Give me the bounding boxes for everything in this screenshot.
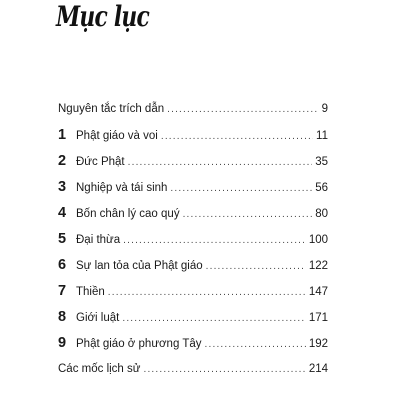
- toc-entry: [58, 304, 328, 330]
- toc-entry-number: 6: [58, 257, 67, 273]
- toc-entry-number: 9: [58, 335, 67, 351]
- toc-entry: [58, 278, 328, 304]
- toc-entry: [58, 252, 328, 278]
- toc-entry-label: Phật giáo ở phương Tây: [76, 338, 202, 350]
- page-title: Mục lục: [56, 0, 149, 33]
- toc-entry-number: 7: [58, 283, 67, 299]
- dot-leader: [143, 357, 305, 383]
- toc-entry: [58, 122, 328, 148]
- toc-entry: [58, 174, 328, 200]
- toc-entry: [58, 148, 328, 174]
- toc-entry-number: 2: [58, 153, 67, 169]
- toc-entry-label: Nguyên tắc trích dẫn: [58, 103, 165, 115]
- dot-leader: [167, 97, 318, 123]
- toc-entry: [58, 356, 328, 382]
- toc-entry-label: Thiền: [76, 286, 105, 298]
- toc-entry-label: Sự lan tỏa của Phật giáo: [76, 260, 203, 272]
- toc-entry-number: 1: [58, 127, 67, 143]
- toc-entry: [58, 200, 328, 226]
- toc-entry: [58, 330, 328, 356]
- dot-leader: [108, 280, 306, 306]
- toc-entry-page: 35: [315, 156, 328, 168]
- toc-entry: [58, 96, 328, 122]
- toc-entry-page: 100: [308, 234, 328, 246]
- toc-entry-number: 3: [58, 179, 67, 195]
- dot-leader: [183, 202, 313, 228]
- dot-leader: [128, 150, 313, 176]
- toc-entry-number: 4: [58, 205, 67, 221]
- toc-entry-page: 11: [316, 130, 328, 142]
- toc-entry: [58, 226, 328, 252]
- toc-entry-page: 80: [315, 208, 328, 220]
- toc-entry-label: Bốn chân lý cao quý: [76, 208, 180, 220]
- dot-leader: [123, 228, 306, 254]
- toc-entry-label: Các mốc lịch sử: [58, 363, 141, 375]
- toc-entry-label: Phật giáo và voi: [76, 130, 158, 142]
- dot-leader: [206, 254, 306, 280]
- toc-entry-label: Giới luật: [76, 312, 120, 324]
- toc-entry-page: 9: [321, 103, 328, 115]
- dot-leader: [122, 306, 305, 332]
- toc-entry-page: 214: [308, 363, 328, 375]
- toc-entry-page: 122: [308, 260, 328, 272]
- toc-entry-page: 147: [308, 286, 328, 298]
- toc-entry-label: Nghiệp và tái sinh: [76, 182, 168, 194]
- toc-entry-page: 192: [308, 338, 328, 350]
- dot-leader: [170, 176, 312, 202]
- toc-entry-page: 171: [308, 312, 328, 324]
- toc-entry-page: 56: [315, 182, 328, 194]
- toc-entry-label: Đại thừa: [76, 234, 121, 246]
- toc-entry-number: 5: [58, 231, 67, 247]
- dot-leader: [161, 124, 313, 150]
- dot-leader: [205, 332, 306, 358]
- toc-entry-number: 8: [58, 309, 67, 325]
- table-of-contents: [58, 96, 328, 382]
- toc-entry-label: Đức Phật: [76, 156, 125, 168]
